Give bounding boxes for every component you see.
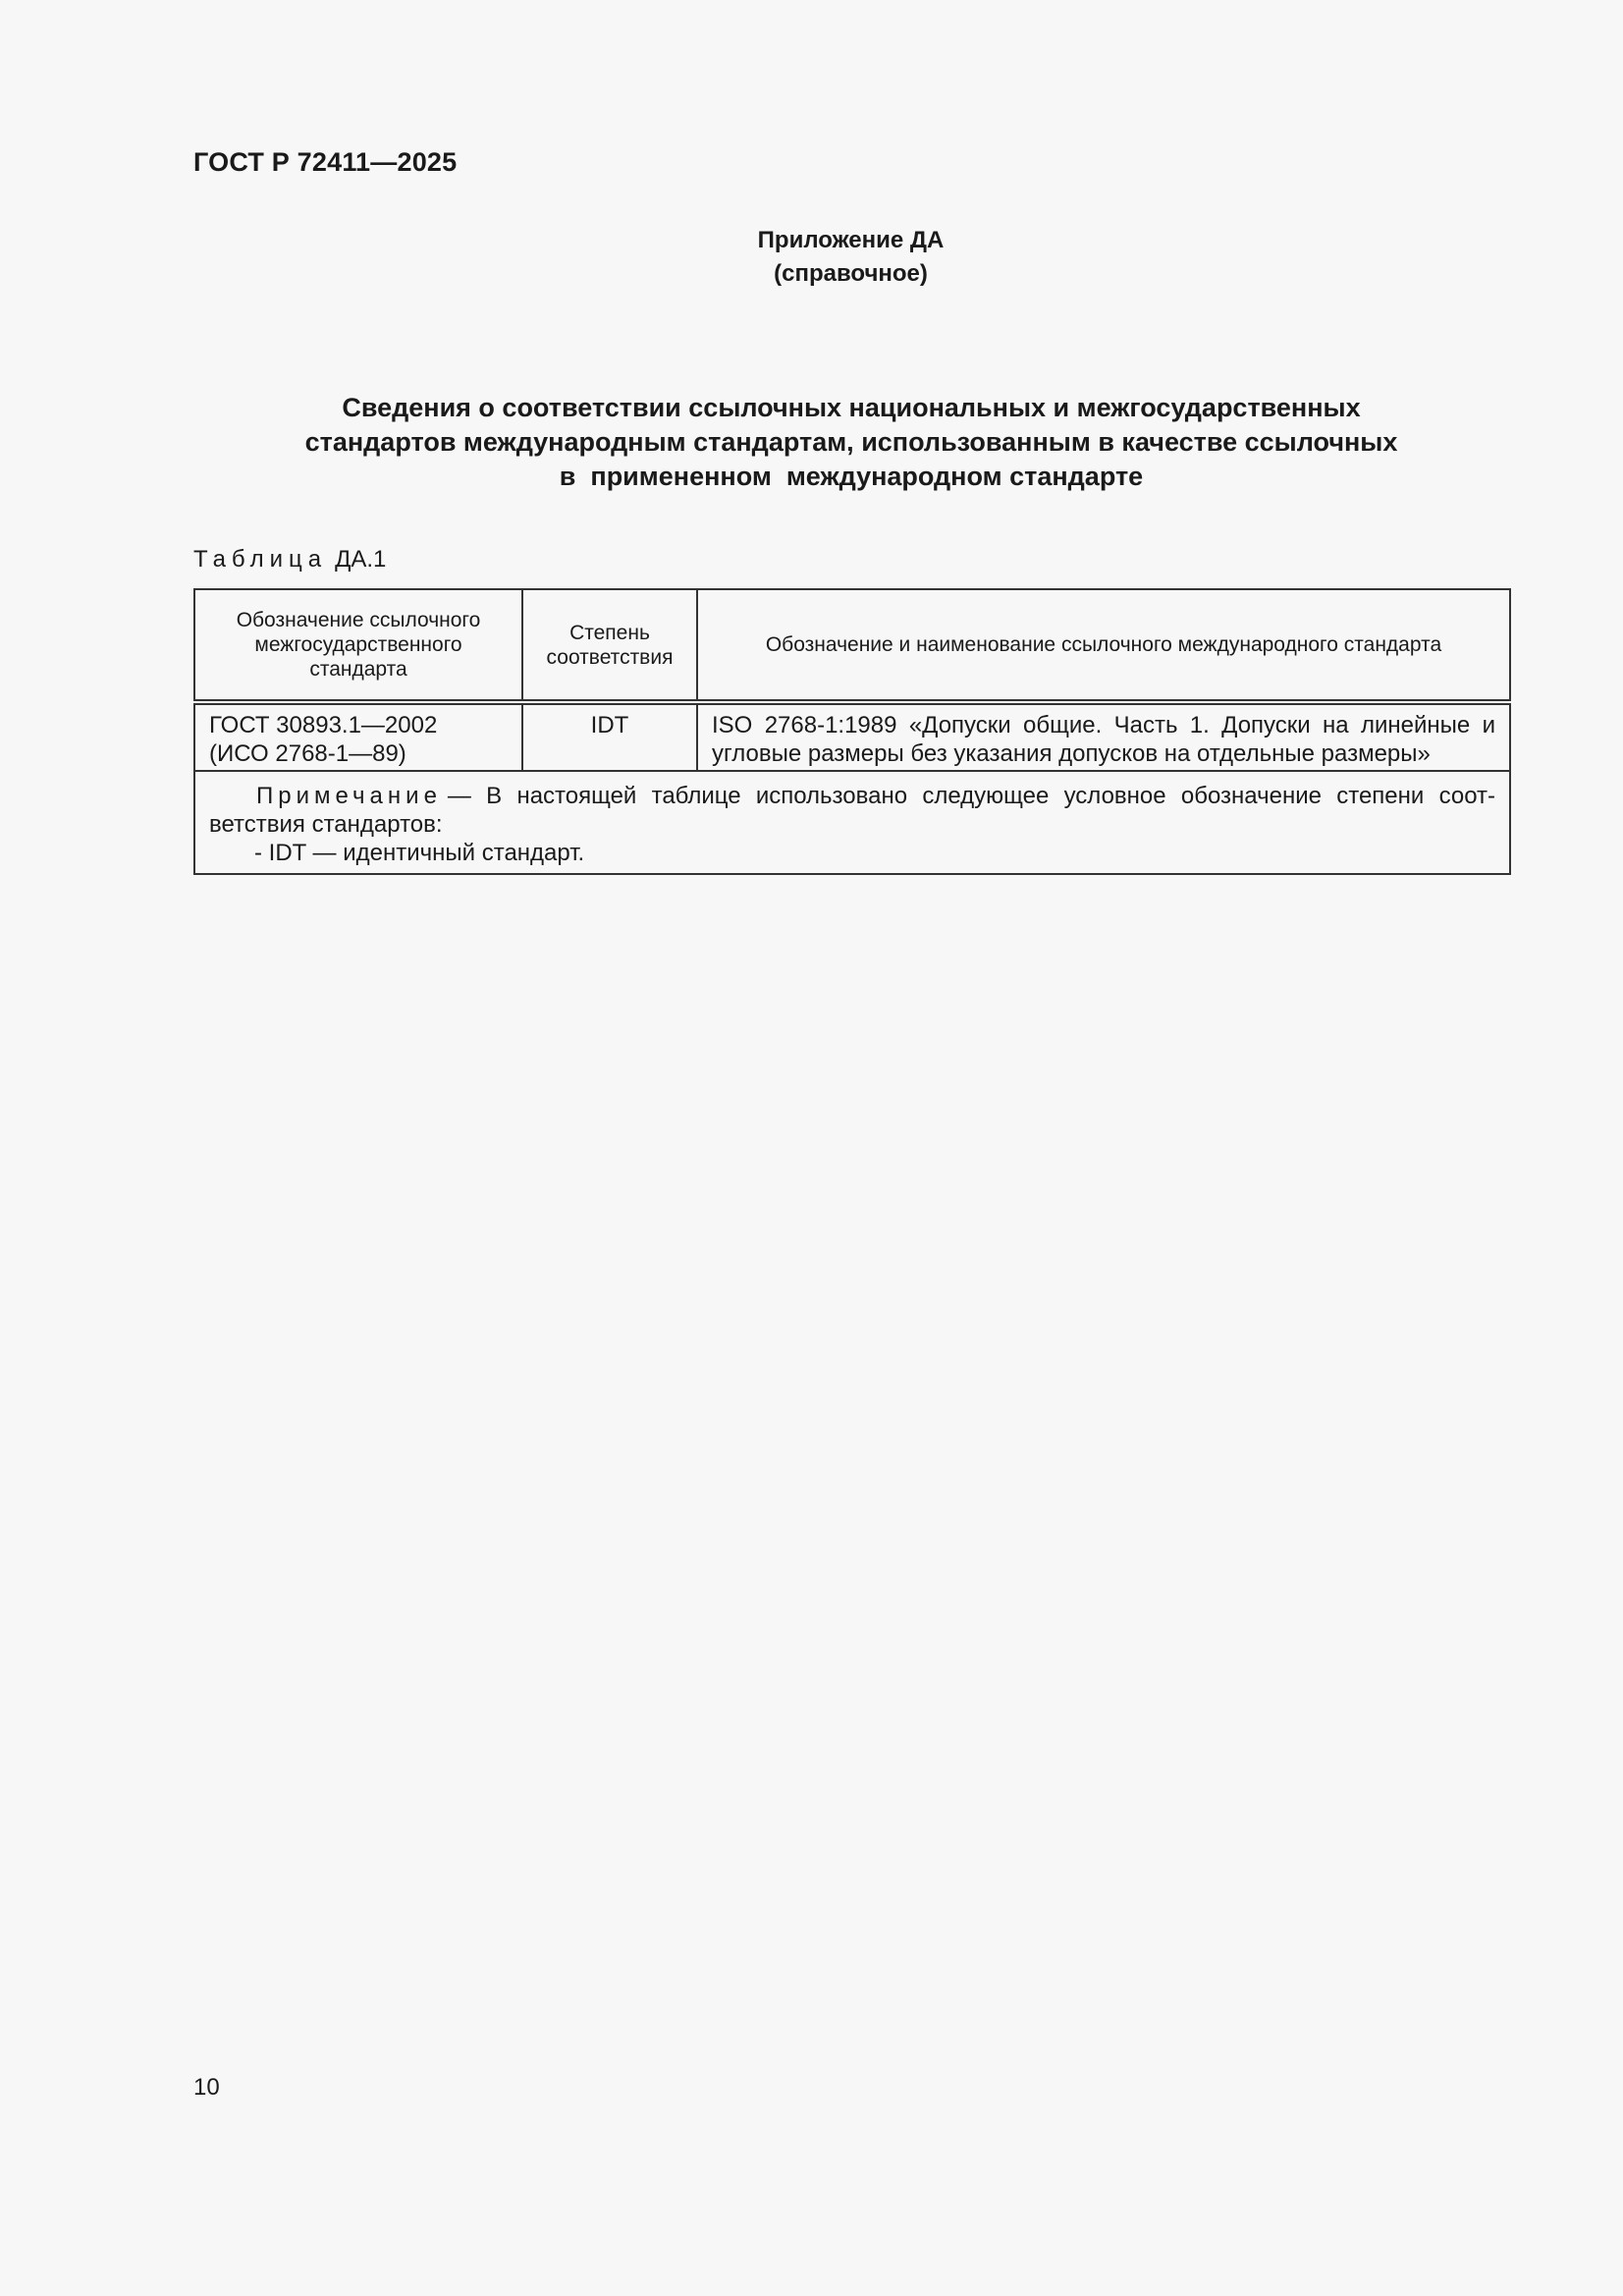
heading-line: в примененном международном стандарте	[559, 462, 1144, 491]
international-standard-cell: ISO 2768-1:1989 «Допуски общие. Часть 1. Допуски на линейные и угловые размеры без указания допусков на отдельные размеры»	[697, 702, 1510, 771]
note-text: — В настоящей таблице использовано следующее условное обозначение степени соот-	[447, 783, 1495, 809]
reference-table	[193, 588, 1511, 875]
column-header: Обозначение и наименование ссылочного международного стандарта	[697, 589, 1510, 702]
table-note-row	[194, 771, 1510, 874]
appendix-kind: (справочное)	[774, 260, 928, 287]
standard-designation: ГОСТ 30893.1—2002	[209, 712, 438, 738]
table-caption	[193, 546, 386, 574]
table-header-row	[194, 589, 1510, 702]
note-item: - IDT — идентичный стандарт.	[254, 840, 585, 866]
appendix-heading	[0, 224, 1623, 291]
heading-line: стандартов международным стандартам, использованным в качестве ссылочных	[304, 427, 1398, 457]
page-number: 10	[193, 2074, 220, 2101]
degree-cell: IDT	[522, 702, 697, 771]
heading-line: Сведения о соответствии ссылочных национальных и межгосударственных	[342, 393, 1361, 422]
document-id: ГОСТ Р 72411—2025	[193, 147, 458, 177]
table-caption-number: ДА.1	[335, 546, 387, 573]
note-text: ветствия стандартов:	[209, 811, 443, 838]
standard-alt-designation: (ИСО 2768-1—89)	[209, 740, 406, 767]
standard-cell	[194, 702, 522, 771]
table-row	[194, 702, 1510, 771]
column-header: Степень соответствия	[522, 589, 697, 702]
section-heading	[193, 391, 1509, 494]
table-note	[194, 771, 1510, 874]
column-header: Обозначение ссылочного межгосударственного стандарта	[194, 589, 522, 702]
appendix-title: Приложение ДА	[757, 227, 945, 253]
table-caption-label: Таблица	[193, 546, 328, 573]
note-label: Примечание	[256, 783, 442, 809]
